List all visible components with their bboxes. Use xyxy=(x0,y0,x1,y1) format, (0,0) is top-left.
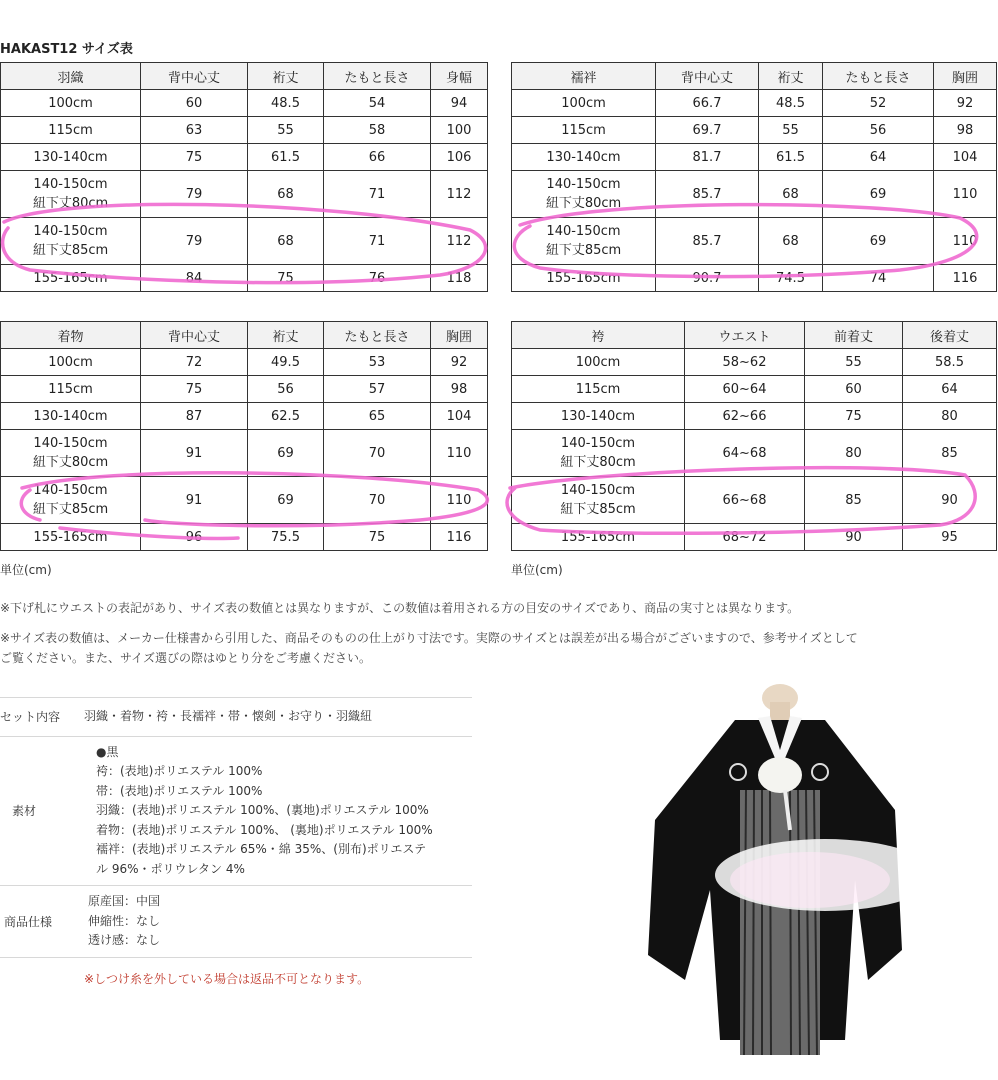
size-cell: 130-140cm xyxy=(1,403,141,430)
value-cell: 75.5 xyxy=(248,524,324,551)
value-cell: 90.7 xyxy=(656,265,759,292)
value-cell: 75 xyxy=(248,265,324,292)
value-cell: 85 xyxy=(805,477,903,524)
header-cell: 裄丈 xyxy=(759,63,823,90)
value-cell: 100 xyxy=(431,117,488,144)
header-cell: 胸囲 xyxy=(934,63,997,90)
unit-label-right: 単位(cm) xyxy=(511,563,563,577)
size-cell: 140-150cm 紐下丈85cm xyxy=(512,477,685,524)
table-header-row xyxy=(512,63,997,90)
value-cell: 91 xyxy=(141,477,248,524)
spec-value-set: 羽織・着物・袴・長襦袢・帯・懐剣・お守り・羽織紐 xyxy=(84,709,373,723)
material-line: 襦袢：(表地)ポリエステル 65%・綿 35%、(別布)ポリエステ xyxy=(96,842,427,856)
value-cell: 85.7 xyxy=(656,171,759,218)
value-cell: 110 xyxy=(934,218,997,265)
header-cell: 後着丈 xyxy=(903,322,997,349)
header-cell: 裄丈 xyxy=(248,63,324,90)
header-cell: 背中心丈 xyxy=(141,63,248,90)
value-cell: 90 xyxy=(805,524,903,551)
value-cell: 75 xyxy=(141,376,248,403)
header-cell: 裄丈 xyxy=(248,322,324,349)
header-cell: 羽織 xyxy=(1,63,141,90)
value-cell: 64 xyxy=(823,144,934,171)
value-cell: 79 xyxy=(141,218,248,265)
value-cell: 75 xyxy=(141,144,248,171)
value-cell: 56 xyxy=(823,117,934,144)
value-cell: 80 xyxy=(805,430,903,477)
size-cell: 155-165cm xyxy=(1,524,141,551)
table-row xyxy=(1,265,488,292)
value-cell: 66.7 xyxy=(656,90,759,117)
value-cell: 69 xyxy=(248,430,324,477)
header-cell: 胸囲 xyxy=(431,322,488,349)
value-cell: 104 xyxy=(934,144,997,171)
size-cell: 115cm xyxy=(512,376,685,403)
size-cell: 100cm xyxy=(1,349,141,376)
value-cell: 76 xyxy=(324,265,431,292)
value-cell: 62~66 xyxy=(685,403,805,430)
size-cell: 100cm xyxy=(512,349,685,376)
size-cell: 140-150cm 紐下丈85cm xyxy=(512,218,656,265)
table-row xyxy=(512,349,997,376)
header-cell: たもと長さ xyxy=(823,63,934,90)
size-cell: 155-165cm xyxy=(1,265,141,292)
value-cell: 48.5 xyxy=(759,90,823,117)
size-cell: 130-140cm xyxy=(512,403,685,430)
header-cell: 前着丈 xyxy=(805,322,903,349)
spec-line: 伸縮性：なし xyxy=(88,913,161,928)
material-line: 着物：(表地)ポリエステル 100%、 (裏地)ポリエステル 100% xyxy=(96,822,433,837)
value-cell: 60~64 xyxy=(685,376,805,403)
value-cell: 70 xyxy=(324,430,431,477)
spec-line: 原産国：中国 xyxy=(88,894,161,908)
table-row xyxy=(512,403,997,430)
material-line: 羽織：(表地)ポリエステル 100%、(裏地)ポリエステル 100% xyxy=(96,803,429,817)
value-cell: 61.5 xyxy=(248,144,324,171)
kimono-size-table xyxy=(0,321,488,551)
table-row xyxy=(1,117,488,144)
value-cell: 66 xyxy=(324,144,431,171)
table-row xyxy=(512,117,997,144)
value-cell: 116 xyxy=(431,524,488,551)
value-cell: 92 xyxy=(431,349,488,376)
value-cell: 48.5 xyxy=(248,90,324,117)
value-cell: 54 xyxy=(324,90,431,117)
size-cell: 130-140cm xyxy=(512,144,656,171)
size-cell: 140-150cm 紐下丈85cm xyxy=(1,218,141,265)
table-row xyxy=(1,144,488,171)
value-cell: 79 xyxy=(141,171,248,218)
value-cell: 74.5 xyxy=(759,265,823,292)
value-cell: 64 xyxy=(903,376,997,403)
value-cell: 68 xyxy=(248,218,324,265)
table-row xyxy=(1,524,488,551)
spec-label-material: 素材 xyxy=(12,804,37,819)
value-cell: 104 xyxy=(431,403,488,430)
value-cell: 94 xyxy=(431,90,488,117)
size-cell: 115cm xyxy=(1,376,141,403)
size-cell: 130-140cm xyxy=(1,144,141,171)
product-spec-table xyxy=(0,697,472,958)
value-cell: 69.7 xyxy=(656,117,759,144)
value-cell: 84 xyxy=(141,265,248,292)
value-cell: 74 xyxy=(823,265,934,292)
table-row xyxy=(512,477,997,524)
value-cell: 66~68 xyxy=(685,477,805,524)
header-cell: 襦袢 xyxy=(512,63,656,90)
table-row xyxy=(1,477,488,524)
table-header-row xyxy=(1,322,488,349)
value-cell: 96 xyxy=(141,524,248,551)
spec-line: 透け感：なし xyxy=(88,933,161,947)
value-cell: 56 xyxy=(248,376,324,403)
size-cell: 140-150cm 紐下丈80cm xyxy=(1,430,141,477)
spec-row-material xyxy=(0,736,472,886)
value-cell: 55 xyxy=(248,117,324,144)
header-cell: 背中心丈 xyxy=(141,322,248,349)
spec-row-spec xyxy=(0,885,472,958)
size-cell: 140-150cm 紐下丈80cm xyxy=(1,171,141,218)
value-cell: 58~62 xyxy=(685,349,805,376)
value-cell: 116 xyxy=(934,265,997,292)
table-row xyxy=(512,265,997,292)
table-row xyxy=(512,90,997,117)
value-cell: 75 xyxy=(324,524,431,551)
table-row xyxy=(512,430,997,477)
table-row xyxy=(1,403,488,430)
hakama-size-table xyxy=(511,321,997,551)
spec-label-spec: 商品仕様 xyxy=(4,914,53,929)
juban-size-table xyxy=(511,62,997,292)
table-row xyxy=(1,218,488,265)
value-cell: 58 xyxy=(324,117,431,144)
haori-size-table xyxy=(0,62,488,292)
value-cell: 63 xyxy=(141,117,248,144)
value-cell: 90 xyxy=(903,477,997,524)
size-cell: 115cm xyxy=(512,117,656,144)
value-cell: 80 xyxy=(903,403,997,430)
value-cell: 98 xyxy=(431,376,488,403)
value-cell: 71 xyxy=(324,171,431,218)
value-cell: 72 xyxy=(141,349,248,376)
value-cell: 61.5 xyxy=(759,144,823,171)
material-line: ●黒 xyxy=(96,744,119,759)
size-note-2b: ご覧ください。また、サイズ選びの際はゆとり分をご考慮ください。 xyxy=(0,651,372,665)
value-cell: 85.7 xyxy=(656,218,759,265)
size-cell: 155-165cm xyxy=(512,524,685,551)
spec-row-set xyxy=(0,697,472,736)
table-row xyxy=(1,171,488,218)
header-cell: 背中心丈 xyxy=(656,63,759,90)
value-cell: 57 xyxy=(324,376,431,403)
value-cell: 69 xyxy=(248,477,324,524)
value-cell: 110 xyxy=(934,171,997,218)
value-cell: 95 xyxy=(903,524,997,551)
table-row xyxy=(512,524,997,551)
header-cell: たもと長さ xyxy=(324,322,431,349)
value-cell: 62.5 xyxy=(248,403,324,430)
value-cell: 58.5 xyxy=(903,349,997,376)
spec-label-set: セット内容 xyxy=(0,710,61,725)
return-warning: ※しつけ糸を外している場合は返品不可となります。 xyxy=(84,972,370,986)
value-cell: 60 xyxy=(805,376,903,403)
value-cell: 118 xyxy=(431,265,488,292)
table-row xyxy=(1,376,488,403)
size-cell: 115cm xyxy=(1,117,141,144)
value-cell: 52 xyxy=(823,90,934,117)
table-header-row xyxy=(512,322,997,349)
value-cell: 68 xyxy=(759,171,823,218)
spec-value-spec xyxy=(84,886,472,957)
header-cell: ウエスト xyxy=(685,322,805,349)
table-row xyxy=(1,90,488,117)
value-cell: 68~72 xyxy=(685,524,805,551)
value-cell: 60 xyxy=(141,90,248,117)
value-cell: 69 xyxy=(823,171,934,218)
unit-label-left: 単位(cm) xyxy=(0,563,52,577)
value-cell: 106 xyxy=(431,144,488,171)
value-cell: 110 xyxy=(431,430,488,477)
header-cell: たもと長さ xyxy=(324,63,431,90)
size-cell: 100cm xyxy=(512,90,656,117)
size-table-title: HAKAST12 サイズ表 xyxy=(0,42,133,57)
value-cell: 81.7 xyxy=(656,144,759,171)
value-cell: 92 xyxy=(934,90,997,117)
value-cell: 75 xyxy=(805,403,903,430)
value-cell: 55 xyxy=(759,117,823,144)
value-cell: 110 xyxy=(431,477,488,524)
material-line: 帯：(表地)ポリエステル 100% xyxy=(96,783,263,798)
size-cell: 140-150cm 紐下丈85cm xyxy=(1,477,141,524)
size-cell: 140-150cm 紐下丈80cm xyxy=(512,171,656,218)
header-cell: 身幅 xyxy=(431,63,488,90)
value-cell: 91 xyxy=(141,430,248,477)
value-cell: 69 xyxy=(823,218,934,265)
table-row xyxy=(1,349,488,376)
table-row xyxy=(512,171,997,218)
header-cell: 着物 xyxy=(1,322,141,349)
value-cell: 98 xyxy=(934,117,997,144)
value-cell: 112 xyxy=(431,218,488,265)
table-row xyxy=(1,430,488,477)
size-cell: 140-150cm 紐下丈80cm xyxy=(512,430,685,477)
material-line: ル 96%・ポリウレタン 4% xyxy=(96,861,245,876)
material-line: 袴：(表地)ポリエステル 100% xyxy=(96,764,263,778)
table-row xyxy=(512,376,997,403)
spec-value-material xyxy=(92,737,472,886)
value-cell: 64~68 xyxy=(685,430,805,477)
table-row xyxy=(512,144,997,171)
value-cell: 49.5 xyxy=(248,349,324,376)
value-cell: 55 xyxy=(805,349,903,376)
value-cell: 53 xyxy=(324,349,431,376)
value-cell: 87 xyxy=(141,403,248,430)
value-cell: 70 xyxy=(324,477,431,524)
size-cell: 100cm xyxy=(1,90,141,117)
product-photo xyxy=(640,680,910,1060)
value-cell: 68 xyxy=(759,218,823,265)
table-row xyxy=(512,218,997,265)
header-cell: 袴 xyxy=(512,322,685,349)
size-note-1: ※下げ札にウエストの表記があり、サイズ表の数値とは異なりますが、この数値は着用される方の目安のサイズであり、商品の実寸とは異なります。 xyxy=(0,601,800,615)
value-cell: 112 xyxy=(431,171,488,218)
value-cell: 85 xyxy=(903,430,997,477)
size-note-2a: ※サイズ表の数値は、メーカー仕様書から引用した、商品そのものの仕上がり寸法です。実際のサイズとは誤差が出る場合がございますので、参考サイズとして xyxy=(0,631,858,645)
table-header-row xyxy=(1,63,488,90)
value-cell: 71 xyxy=(324,218,431,265)
value-cell: 68 xyxy=(248,171,324,218)
size-cell: 155-165cm xyxy=(512,265,656,292)
value-cell: 65 xyxy=(324,403,431,430)
